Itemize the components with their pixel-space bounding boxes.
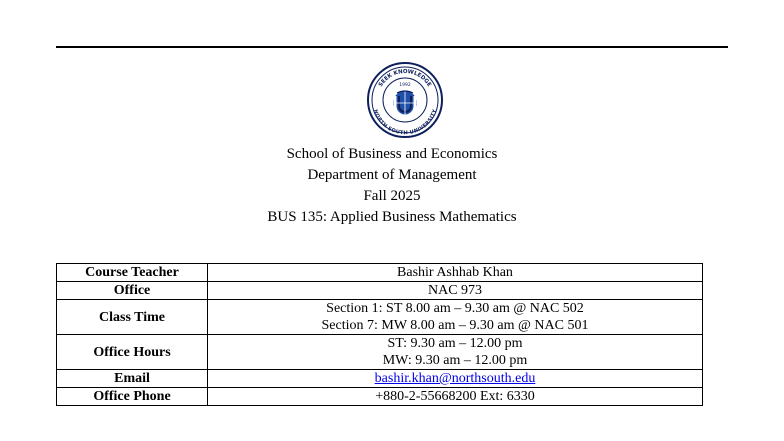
course-info-table	[56, 263, 703, 406]
school-name: School of Business and Economics	[286, 146, 498, 162]
class-time-section-7: Section 7: MW 8.00 am – 9.30 am @ NAC 501	[321, 318, 589, 333]
table-row-course-teacher	[57, 264, 703, 282]
svg-text:NORTH SOUTH UNIVERSITY: NORTH SOUTH UNIVERSITY	[371, 108, 439, 137]
table-row-office-hours	[57, 335, 703, 370]
office-phone-label: Office Phone	[57, 388, 208, 406]
course-teacher-label: Course Teacher	[57, 264, 208, 282]
office-label: Office	[57, 282, 208, 300]
office-hours-st: ST: 9.30 am – 12.00 pm	[387, 336, 523, 351]
class-time-label: Class Time	[57, 300, 208, 335]
course-heading	[0, 144, 784, 228]
office-phone-value: +880-2-55668200 Ext: 6330	[208, 388, 703, 406]
table-row-office	[57, 282, 703, 300]
semester: Fall 2025	[363, 188, 421, 204]
class-time-section-1: Section 1: ST 8.00 am – 9.30 am @ NAC 502	[326, 301, 584, 316]
office-value: NAC 973	[208, 282, 703, 300]
course-teacher-value: Bashir Ashhab Khan	[208, 264, 703, 282]
class-time-value	[208, 300, 703, 335]
email-label: Email	[57, 370, 208, 388]
svg-text:1992: 1992	[399, 83, 411, 88]
office-hours-mw: MW: 9.30 am – 12.00 pm	[382, 353, 528, 368]
department-name: Department of Management	[307, 167, 477, 183]
table-row-office-phone	[57, 388, 703, 406]
svg-text:SEEK KNOWLEDGE: SEEK KNOWLEDGE	[377, 68, 433, 89]
course-title: BUS 135: Applied Business Mathematics	[267, 209, 517, 225]
top-rule	[56, 46, 728, 48]
table-row-email	[57, 370, 703, 388]
table-row-class-time	[57, 300, 703, 335]
email-value	[208, 370, 703, 388]
university-seal-icon	[366, 60, 444, 140]
office-hours-label: Office Hours	[57, 335, 208, 370]
email-link[interactable]: bashir.khan@northsouth.edu	[374, 371, 536, 386]
office-hours-value	[208, 335, 703, 370]
